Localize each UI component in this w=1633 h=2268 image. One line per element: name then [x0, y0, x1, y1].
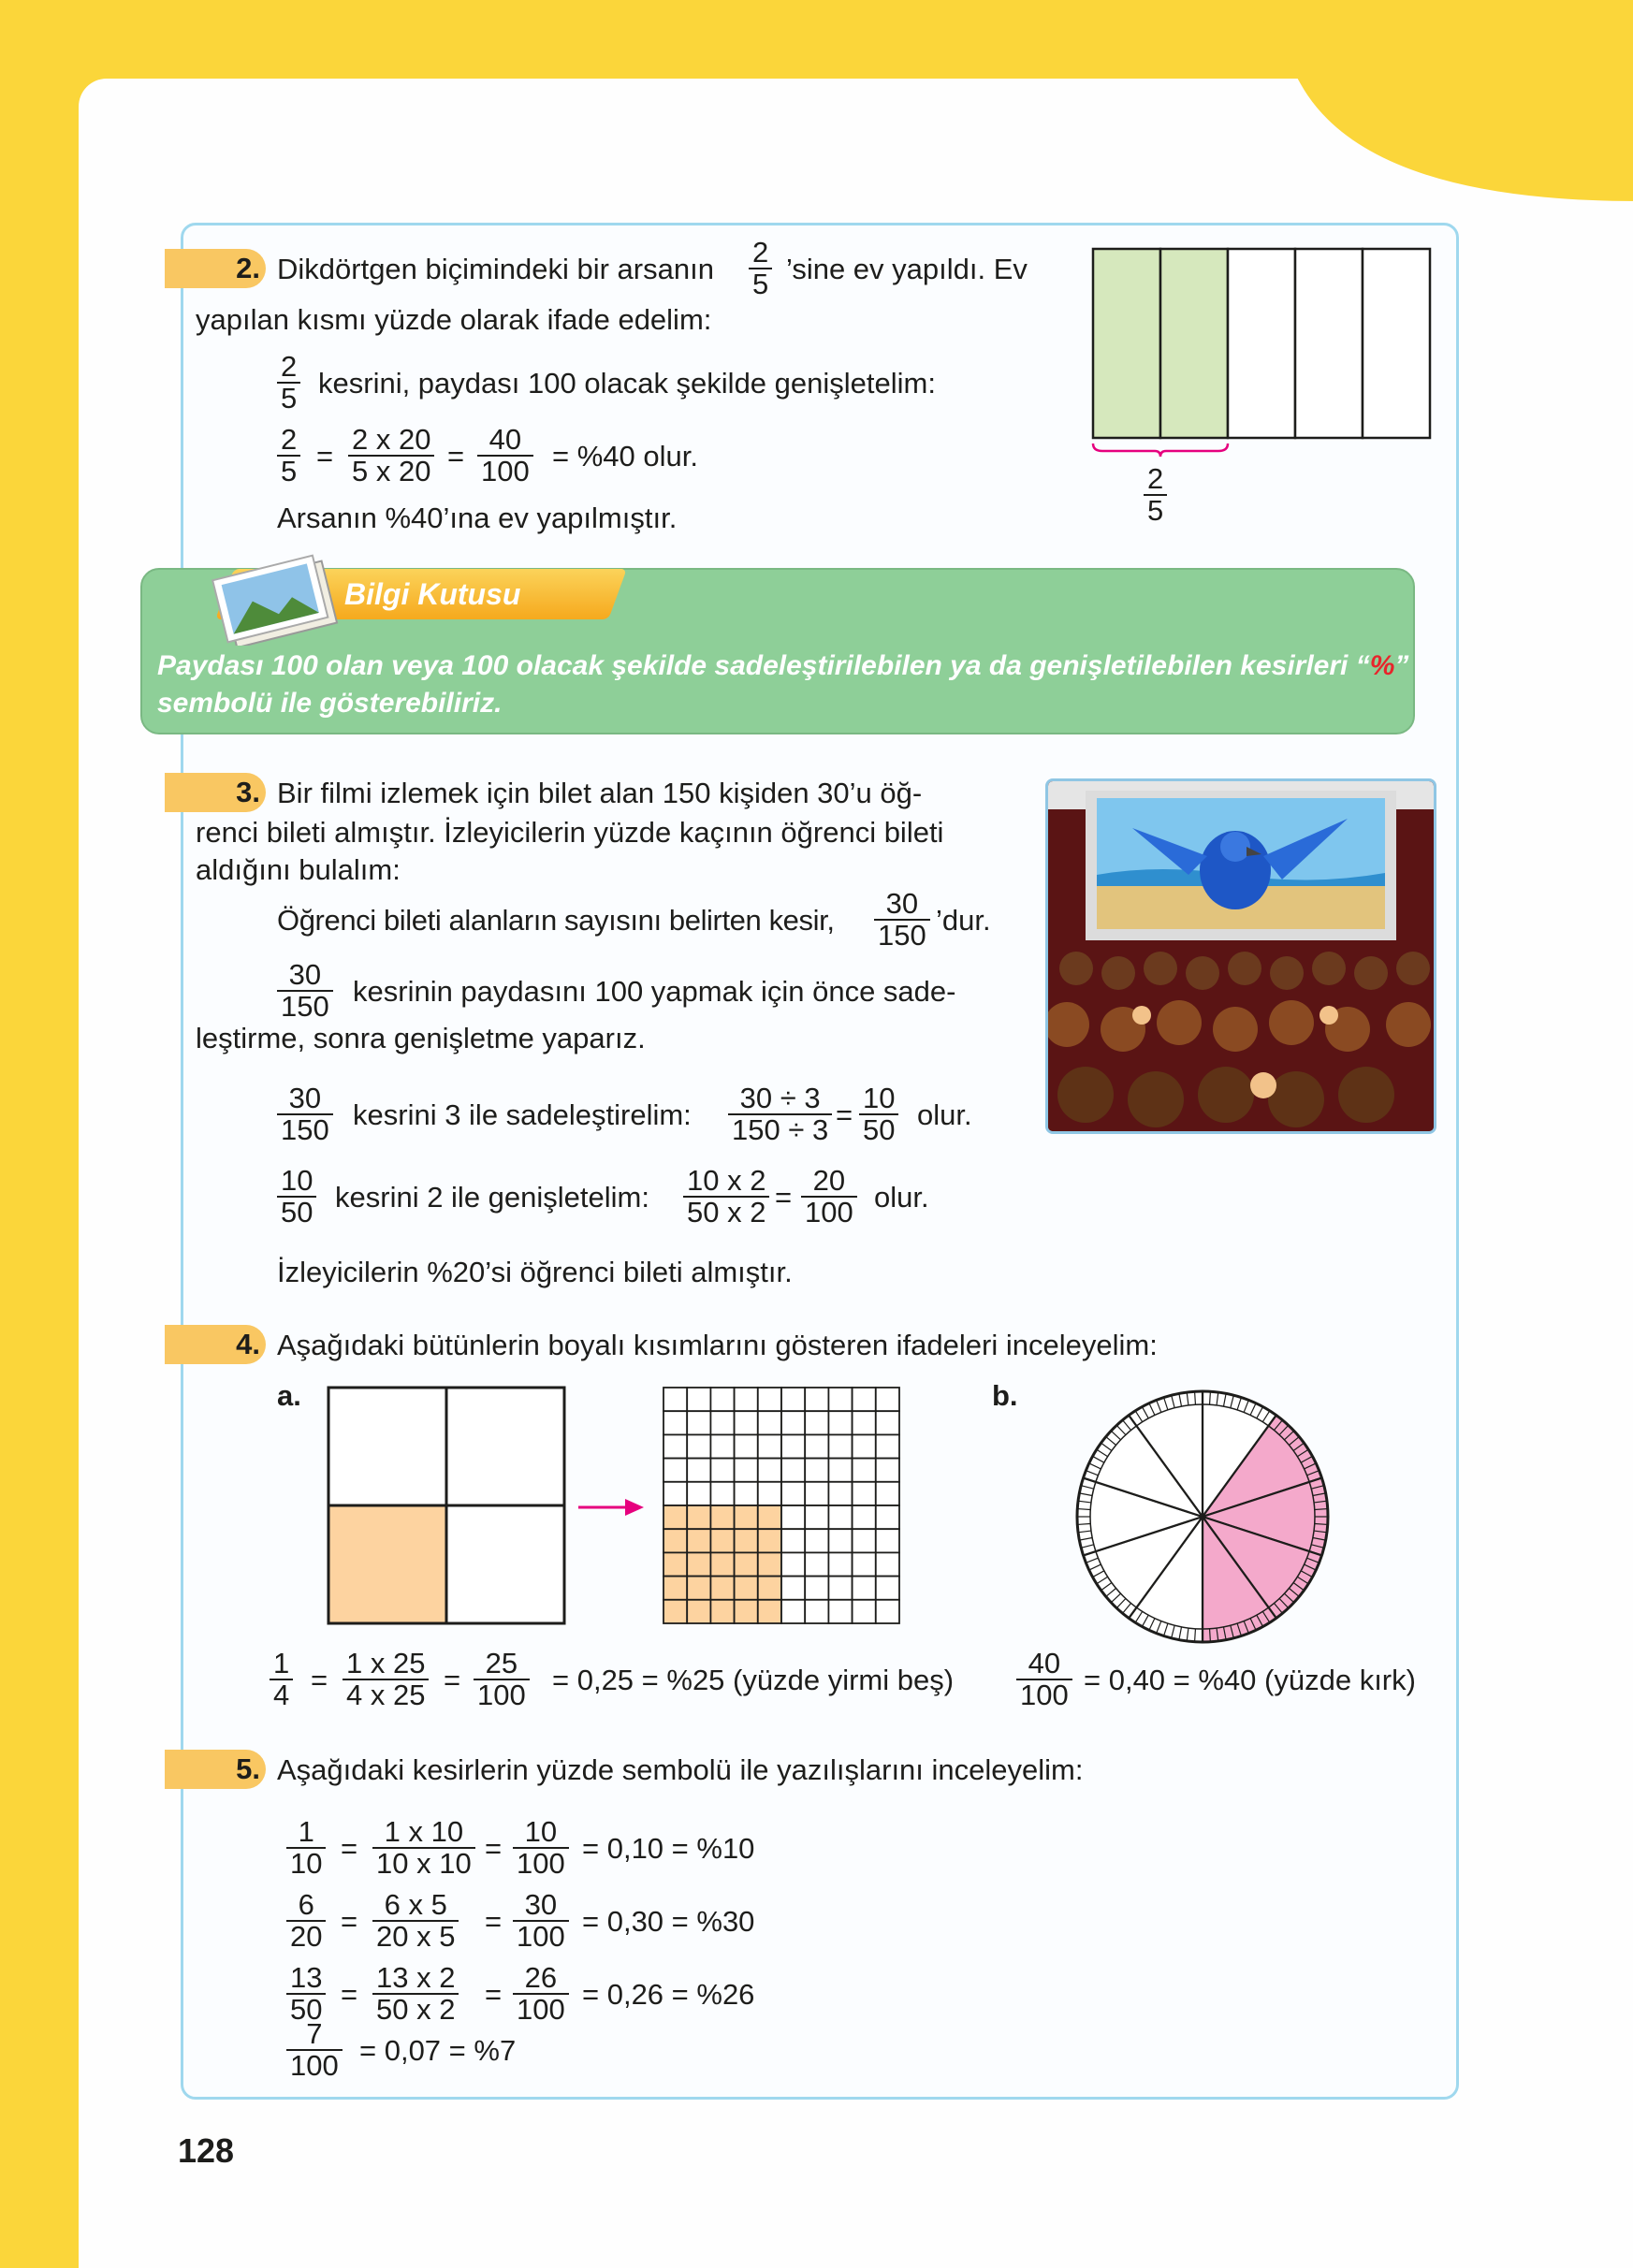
- equals-sign: =: [836, 1098, 853, 1131]
- equals-sign: =: [447, 440, 465, 472]
- grid-cell: [710, 1552, 734, 1576]
- question-number: 3.: [236, 776, 260, 808]
- grid-cell: [828, 1505, 852, 1529]
- q3-step4-end: olur.: [874, 1181, 929, 1214]
- q2-fraction: 2 5: [277, 425, 300, 487]
- grid-cell: [781, 1434, 805, 1458]
- grid-cell: [687, 1434, 710, 1458]
- q3-conclusion: İzleyicilerin %20’si öğrenci bileti almıştır.: [277, 1256, 793, 1288]
- grid-cell: [663, 1482, 687, 1505]
- grid-cell: [781, 1529, 805, 1552]
- grid-cell: [876, 1482, 899, 1505]
- q4a-fraction: 1 4: [270, 1649, 293, 1710]
- grid-cell: [828, 1552, 852, 1576]
- q3-step3-end: olur.: [917, 1098, 972, 1131]
- grid-cell: [687, 1529, 710, 1552]
- question-4-tab: [165, 1325, 266, 1364]
- grid-cell: [758, 1577, 781, 1600]
- q5-title: Aşağıdaki kesirlerin yüzde sembolü ile yazılışlarını inceleyelim:: [277, 1753, 1084, 1786]
- grid-cell: [663, 1411, 687, 1434]
- grid-cell: [876, 1434, 899, 1458]
- grid-cell: [663, 1434, 687, 1458]
- equals-sign: =: [775, 1181, 793, 1214]
- grid-cell: [735, 1434, 758, 1458]
- cinema-illustration: [1045, 778, 1436, 1134]
- equals-sign: =: [485, 1832, 503, 1865]
- question-3-tab: [165, 773, 266, 812]
- arrow-head: [625, 1499, 644, 1516]
- q5-fraction: 1 x 10 10 x 10: [372, 1817, 475, 1879]
- grid-cell: [828, 1529, 852, 1552]
- grid-cell: [735, 1459, 758, 1482]
- equals-sign: =: [341, 1905, 358, 1938]
- q3-fraction: 30 150: [277, 960, 333, 1022]
- grid-cell: [805, 1529, 828, 1552]
- grid-cell: [853, 1600, 876, 1623]
- q5-fraction: 1 10: [286, 1817, 326, 1879]
- grid-cell: [781, 1552, 805, 1576]
- q5-result: = 0,30 = %30: [582, 1905, 755, 1938]
- grid-cell: [853, 1529, 876, 1552]
- grid-cell: [735, 1482, 758, 1505]
- rect-cell: [1363, 249, 1430, 438]
- grid-cell: [758, 1411, 781, 1434]
- grid-cell: [828, 1434, 852, 1458]
- grid-cell: [805, 1434, 828, 1458]
- info-box-text: Paydası 100 olan veya 100 olacak şekilde sadeleştirilebilen ya da genişletilebilen kesirleri “%” sembolü ile gösterebiliriz.: [157, 650, 1409, 719]
- grid-cell: [805, 1505, 828, 1529]
- equals-sign: =: [316, 440, 334, 472]
- grid-cell: [710, 1482, 734, 1505]
- question-5-tab: [165, 1750, 266, 1789]
- question-2-tab: [165, 249, 266, 288]
- q4-label-a: a.: [277, 1379, 301, 1412]
- grid-cell: [735, 1505, 758, 1529]
- q3-step1-end: ’dur.: [936, 904, 991, 937]
- grid-cell: [758, 1434, 781, 1458]
- grid-cell: [758, 1388, 781, 1411]
- grid-cell: [758, 1529, 781, 1552]
- grid-cell: [781, 1505, 805, 1529]
- grid-cell: [758, 1600, 781, 1623]
- q3-step1: Öğrenci bileti alanların sayısını belirten kesir,: [277, 904, 835, 937]
- grid-cell: [853, 1482, 876, 1505]
- q4b-fraction: 40 100: [1016, 1649, 1072, 1710]
- grid-cell: [758, 1505, 781, 1529]
- grid-cell: [853, 1411, 876, 1434]
- q3-fraction: 10 50: [277, 1166, 316, 1228]
- equals-sign: =: [485, 1905, 503, 1938]
- grid-cell: [735, 1600, 758, 1623]
- question-number: 4.: [236, 1328, 260, 1360]
- q2-line3: kesrini, paydası 100 olacak şekilde genişletelim:: [318, 367, 936, 400]
- q5-fraction: 26 100: [513, 1963, 569, 2025]
- grid-cell: [710, 1505, 734, 1529]
- q3-fraction: 20 100: [801, 1166, 857, 1228]
- grid-cell: [735, 1577, 758, 1600]
- grid-cell: [687, 1552, 710, 1576]
- grid-cell: [710, 1577, 734, 1600]
- shaded-brace: [1093, 443, 1228, 457]
- square-quarter: [446, 1505, 564, 1623]
- q4a-result: = 0,25 = %25 (yüzde yirmi beş): [552, 1664, 955, 1696]
- grid-cell: [876, 1529, 899, 1552]
- q2-fraction: 2 5: [277, 352, 300, 414]
- equals-sign: =: [341, 1832, 358, 1865]
- square-quarter: [328, 1388, 446, 1505]
- grid-cell: [710, 1459, 734, 1482]
- grid-cell: [687, 1459, 710, 1482]
- grid-cell: [853, 1577, 876, 1600]
- grid-cell: [805, 1552, 828, 1576]
- equals-sign: =: [311, 1664, 328, 1696]
- q3-fraction: 10 x 2 50 x 2: [683, 1166, 769, 1228]
- grid-cell: [876, 1600, 899, 1623]
- equals-sign: =: [341, 1978, 358, 2011]
- grid-cell: [781, 1388, 805, 1411]
- quarter-square: [326, 1385, 567, 1626]
- grid-cell: [805, 1411, 828, 1434]
- q5-result: = 0,26 = %26: [582, 1978, 755, 2011]
- q3-para-line1: Bir filmi izlemek için bilet alan 150 kişiden 30’u öğ-: [277, 777, 923, 809]
- question-number: 2.: [236, 252, 260, 284]
- grid-cell: [735, 1388, 758, 1411]
- q3-fraction: 30 150: [874, 889, 930, 951]
- grid-cell: [781, 1411, 805, 1434]
- grid-cell: [853, 1552, 876, 1576]
- grid-cell: [710, 1600, 734, 1623]
- grid-cell: [758, 1552, 781, 1576]
- grid-cell: [876, 1505, 899, 1529]
- grid-cell: [876, 1577, 899, 1600]
- q3-para-line2: renci bileti almıştır. İzleyicilerin yüzde kaçının öğrenci bileti: [196, 816, 944, 849]
- grid-cell: [781, 1577, 805, 1600]
- grid-cell: [853, 1388, 876, 1411]
- grid-cell: [876, 1459, 899, 1482]
- hundred-grid: [661, 1385, 906, 1626]
- q2-line1-a: Dikdörtgen biçimindeki bir arsanın: [277, 253, 714, 285]
- q4a-fraction: 25 100: [474, 1649, 530, 1710]
- grid-cell: [710, 1411, 734, 1434]
- grid-cell: [735, 1411, 758, 1434]
- q5-fraction: 13 50: [286, 1963, 326, 2025]
- grid-cell: [735, 1552, 758, 1576]
- grid-cell: [687, 1577, 710, 1600]
- q5-fraction: 13 x 2 50 x 2: [372, 1963, 459, 2025]
- grid-cell: [687, 1505, 710, 1529]
- grid-cell: [805, 1482, 828, 1505]
- grid-cell: [663, 1505, 687, 1529]
- q3-step3: kesrini 3 ile sadeleştirelim:: [353, 1098, 692, 1131]
- q3-fraction: 10 50: [859, 1083, 898, 1145]
- page-corner-decoration: [1245, 0, 1633, 201]
- grid-cell: [687, 1411, 710, 1434]
- q5-result: = 0,10 = %10: [582, 1832, 755, 1865]
- q5-fraction: 10 100: [513, 1817, 569, 1879]
- grid-cell: [781, 1600, 805, 1623]
- q3-fraction: 30 150: [277, 1083, 333, 1145]
- q5-fraction: 30 100: [513, 1890, 569, 1952]
- grid-cell: [828, 1388, 852, 1411]
- grid-cell: [663, 1459, 687, 1482]
- rect-cell: [1093, 249, 1160, 438]
- q2-conclusion: Arsanın %40’ına ev yapılmıştır.: [277, 502, 678, 534]
- grid-cell: [687, 1600, 710, 1623]
- rect-cell: [1228, 249, 1295, 438]
- grid-cell: [663, 1577, 687, 1600]
- q2-fraction: 2 x 20 5 x 20: [348, 425, 434, 487]
- pie-circle: [1067, 1381, 1338, 1652]
- grid-cell: [805, 1388, 828, 1411]
- q3-step4: kesrini 2 ile genişletelim:: [335, 1181, 649, 1214]
- grid-cell: [687, 1482, 710, 1505]
- equals-sign: =: [444, 1664, 461, 1696]
- grid-cell: [853, 1505, 876, 1529]
- equals-sign: =: [485, 1978, 503, 2011]
- rect-cell: [1160, 249, 1228, 438]
- info-box-title: Bilgi Kutusu: [344, 577, 521, 611]
- fraction-rectangle: [1086, 241, 1441, 457]
- q2-line1-b: ’sine ev yapıldı. Ev: [786, 253, 1028, 285]
- q5-last-result: = 0,07 = %7: [359, 2034, 517, 2067]
- q3-step2: kesrinin paydasını 100 yapmak için önce sade-: [353, 975, 956, 1008]
- page-number: 128: [178, 2131, 235, 2170]
- q2-line2: yapılan kısmı yüzde olarak ifade edelim:: [196, 303, 712, 336]
- square-quarter: [446, 1388, 564, 1505]
- grid-cell: [805, 1577, 828, 1600]
- grid-cell: [805, 1459, 828, 1482]
- grid-cell: [663, 1552, 687, 1576]
- grid-cell: [876, 1388, 899, 1411]
- square-quarter: [328, 1505, 446, 1623]
- q4b-result: = 0,40 = %40 (yüzde kırk): [1084, 1664, 1416, 1696]
- grid-cell: [876, 1552, 899, 1576]
- grid-cell: [663, 1600, 687, 1623]
- brace-fraction: 2 5: [1144, 464, 1167, 526]
- grid-cell: [663, 1388, 687, 1411]
- grid-cell: [828, 1459, 852, 1482]
- grid-cell: [805, 1600, 828, 1623]
- grid-cell: [828, 1482, 852, 1505]
- grid-cell: [781, 1459, 805, 1482]
- q3-para-line3: aldığını bulalım:: [196, 853, 401, 886]
- grid-cell: [687, 1388, 710, 1411]
- grid-cell: [735, 1529, 758, 1552]
- question-number: 5.: [236, 1752, 260, 1785]
- grid-cell: [663, 1529, 687, 1552]
- grid-cell: [710, 1388, 734, 1411]
- grid-cell: [853, 1459, 876, 1482]
- grid-cell: [710, 1529, 734, 1552]
- photos-icon: [208, 552, 348, 646]
- grid-cell: [876, 1411, 899, 1434]
- q4-title: Aşağıdaki bütünlerin boyalı kısımlarını gösteren ifadeleri inceleyelim:: [277, 1329, 1158, 1361]
- grid-cell: [710, 1434, 734, 1458]
- grid-cell: [781, 1482, 805, 1505]
- q2-fraction: 2 5: [749, 238, 772, 299]
- q5-fraction: 7 100: [286, 2019, 343, 2081]
- q2-equation-end: = %40 olur.: [552, 440, 698, 472]
- q3-fraction: 30 ÷ 3 150 ÷ 3: [728, 1083, 832, 1145]
- q4-label-b: b.: [992, 1379, 1018, 1412]
- grid-cell: [758, 1459, 781, 1482]
- grid-cell: [853, 1434, 876, 1458]
- grid-cell: [828, 1577, 852, 1600]
- q5-fraction: 6 x 5 20 x 5: [372, 1890, 459, 1952]
- grid-cell: [828, 1411, 852, 1434]
- rect-cell: [1295, 249, 1363, 438]
- q2-fraction: 40 100: [477, 425, 533, 487]
- q4a-fraction: 1 x 25 4 x 25: [343, 1649, 429, 1710]
- right-arrow-icon: [576, 1493, 648, 1521]
- q5-fraction: 6 20: [286, 1890, 326, 1952]
- grid-cell: [758, 1482, 781, 1505]
- grid-cell: [828, 1600, 852, 1623]
- q3-step2-line2: leştirme, sonra genişletme yaparız.: [196, 1022, 646, 1054]
